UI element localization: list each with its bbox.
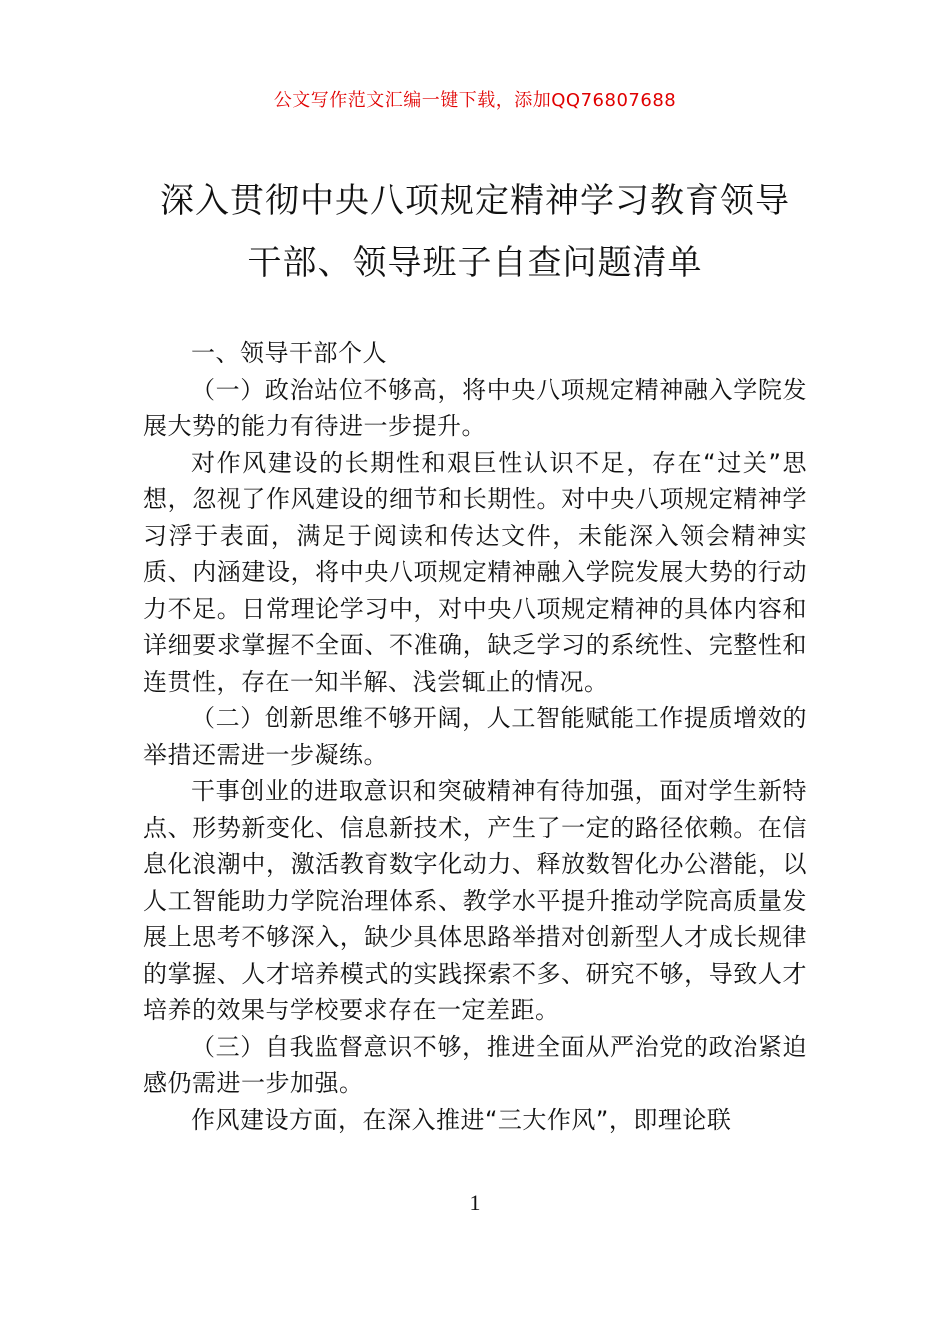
section-heading: 一、领导干部个人 [191,339,387,367]
body-paragraph: 干事创业的进取意识和突破精神有待加强，面对学生新特点、形势新变化、信息新技术，产生了一定的路径依赖。在信息化浪潮中，激活教育数字化动力、释放数智化办公潜能，以人工智能助力学院治理体系、教学水平提升推动学院高质量发展上思考不够深入，缺少具体思路举措对创新型人才成长规律的掌握、人才培养模式的实践探索不多、研究不够，导致人才培养的效果与学校要求存在一定差距。 [143,777,807,1024]
page-number: 1 [469,1190,481,1215]
subsection-heading: （二）创新思维不够开阔，人工智能赋能工作提质增效的举措还需进一步凝练。 [143,704,807,769]
document-body [143,335,807,1138]
title-line-1: 深入贯彻中央八项规定精神学习教育领导 [160,181,790,221]
body-paragraph: 对作风建设的长期性和艰巨性认识不足，存在“过关”思想，忽视了作风建设的细节和长期性。对中央八项规定精神学习浮于表面，满足于阅读和传达文件，未能深入领会精神实质、内涵建设，将中央八项规定精神融入学院发展大势的行动力不足。日常理论学习中，对中央八项规定精神的具体内容和详细要求掌握不全面、不准确，缺乏学习的系统性、完整性和连贯性，存在一知半解、浅尝辄止的情况。 [143,448,807,696]
title-line-2: 干部、领导班子自查问题清单 [247,243,703,283]
body-paragraph: 作风建设方面，在深入推进“三大作风”，即理论联 [191,1105,732,1134]
subsection-heading: （一）政治站位不够高，将中央八项规定精神融入学院发展大势的能力有待进一步提升。 [143,375,807,440]
subsection-heading: （三）自我监督意识不够，推进全面从严治党的政治紧迫感仍需进一步加强。 [143,1032,807,1097]
download-notice: 公文写作范文汇编一键下载，添加QQ76807688 [273,90,677,111]
document-title [140,170,810,294]
